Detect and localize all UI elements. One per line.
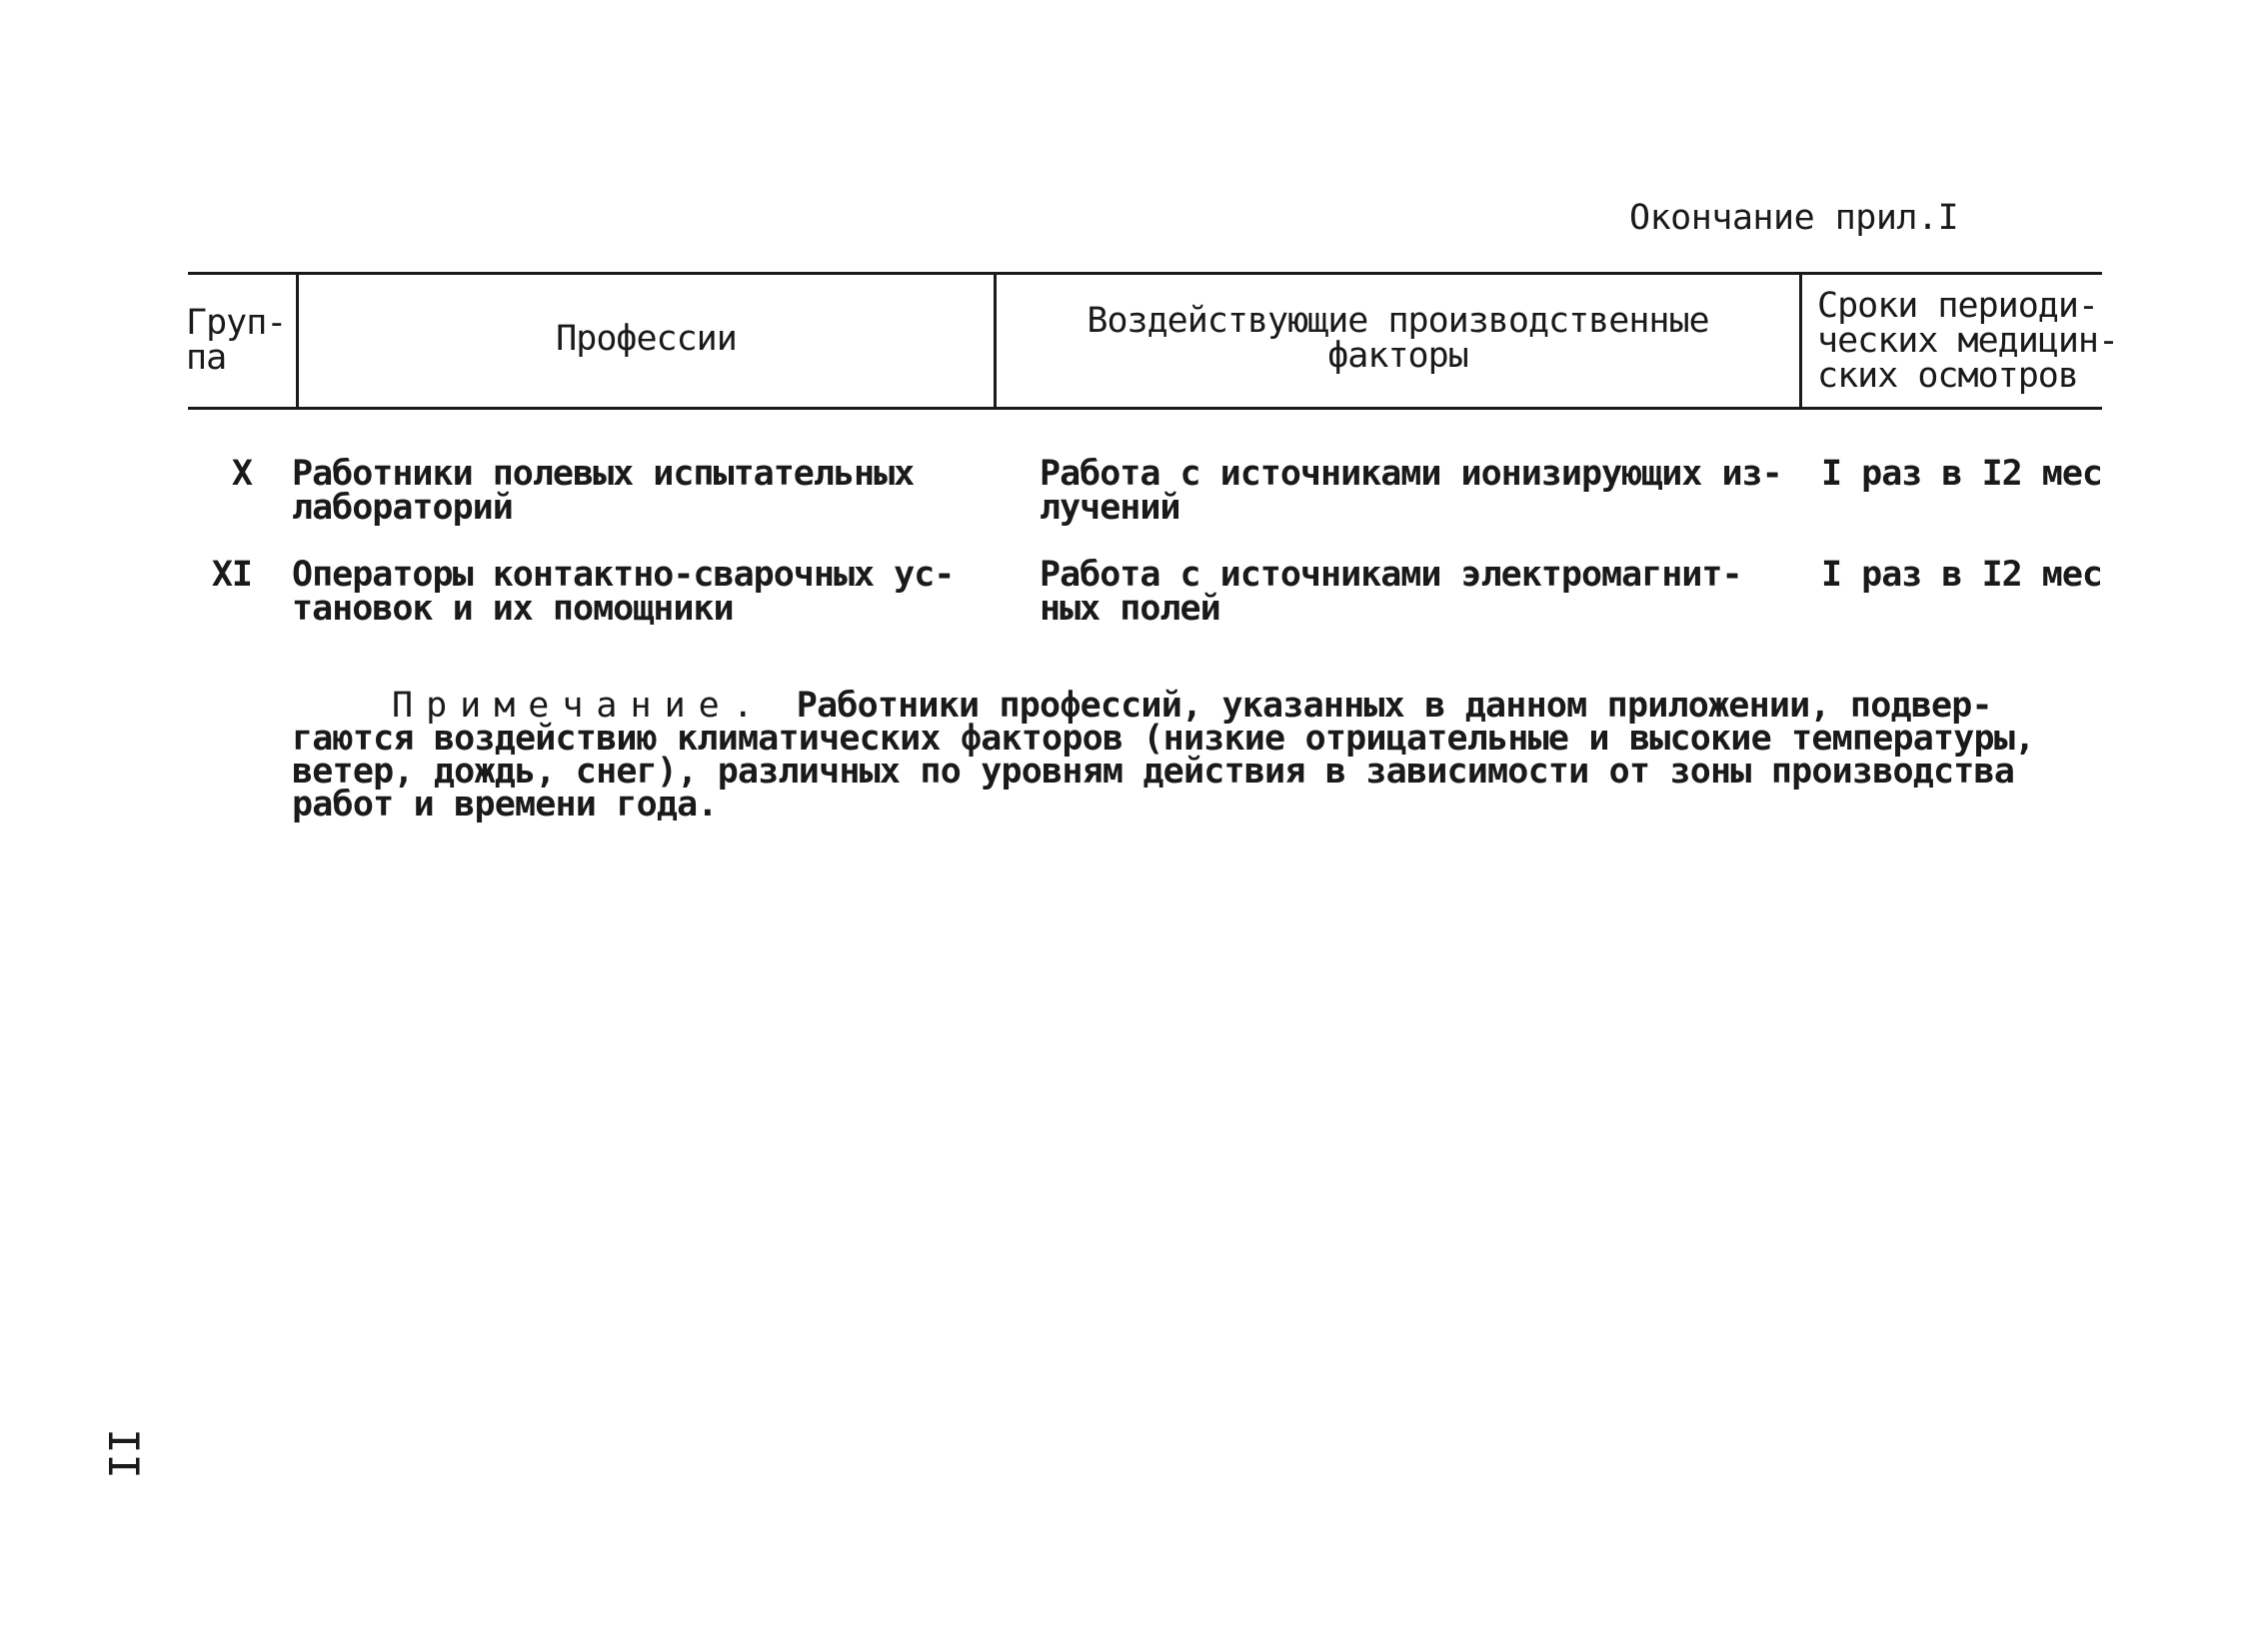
header-factors [997, 301, 1799, 376]
header-group-line1: Груп- [186, 303, 287, 343]
page-number: II [98, 1428, 148, 1479]
header-group [186, 303, 296, 378]
note-line-3: ветер, дождь, снег), различных по уровням действия в зависимости от зоны производства [292, 752, 2015, 792]
note-paragraph [292, 686, 2121, 825]
header-period-line1: Сроки периоди- [1817, 286, 2099, 326]
row-1-factors-line1: Работа с источниками ионизирующих из- [1040, 454, 1782, 494]
note-line-2: гаются воздействию климатических факторов (низкие отрицательные и высокие температуры, [292, 719, 2035, 759]
row-2-profession-line2: тановок и их помощники [292, 589, 734, 629]
row-2-factors-line2: ных полей [1040, 589, 1220, 629]
row-1-profession [292, 454, 992, 528]
table-header-bottom-rule [188, 407, 2102, 410]
column-divider-3 [1799, 272, 1802, 410]
row-2-period: I раз в I2 мес [1821, 555, 2103, 595]
header-factors-line2: факторы [1327, 336, 1468, 376]
row-2-profession [292, 555, 992, 629]
header-factors-line1: Воздействующие производственные [1087, 301, 1709, 341]
header-group-line2: па [186, 338, 227, 378]
row-2-factors [1040, 555, 1819, 629]
row-1-profession-line2: лабораторий [292, 488, 513, 528]
row-1-period: I раз в I2 мес [1821, 454, 2103, 494]
row-1-group: X [231, 454, 252, 494]
row-1-profession-line1: Работники полевых испытательных [292, 454, 915, 494]
note-line-4: работ и времени года. [292, 785, 718, 825]
row-1-factors [1040, 454, 1819, 528]
row-2-profession-line1: Операторы контактно-сварочных ус- [292, 555, 955, 595]
appendix-continuation: Окончание прил.I [1629, 198, 1959, 238]
header-period-line3: ских осмотров [1817, 356, 2078, 396]
row-2-group: XI [211, 555, 252, 595]
header-professions [299, 319, 994, 359]
header-period [1817, 286, 2147, 396]
note-line-1-text: Работники профессий, указанных в данном приложении, подвер- [796, 686, 1992, 726]
note-label: Примечание. [392, 686, 767, 726]
table-top-rule [188, 272, 2102, 275]
row-1-factors-line2: лучений [1040, 488, 1180, 528]
header-period-line2: ческих медицин- [1817, 321, 2119, 361]
row-2-factors-line1: Работа с источниками электромагнит- [1040, 555, 1742, 595]
header-professions-line1: Профессии [556, 319, 737, 359]
